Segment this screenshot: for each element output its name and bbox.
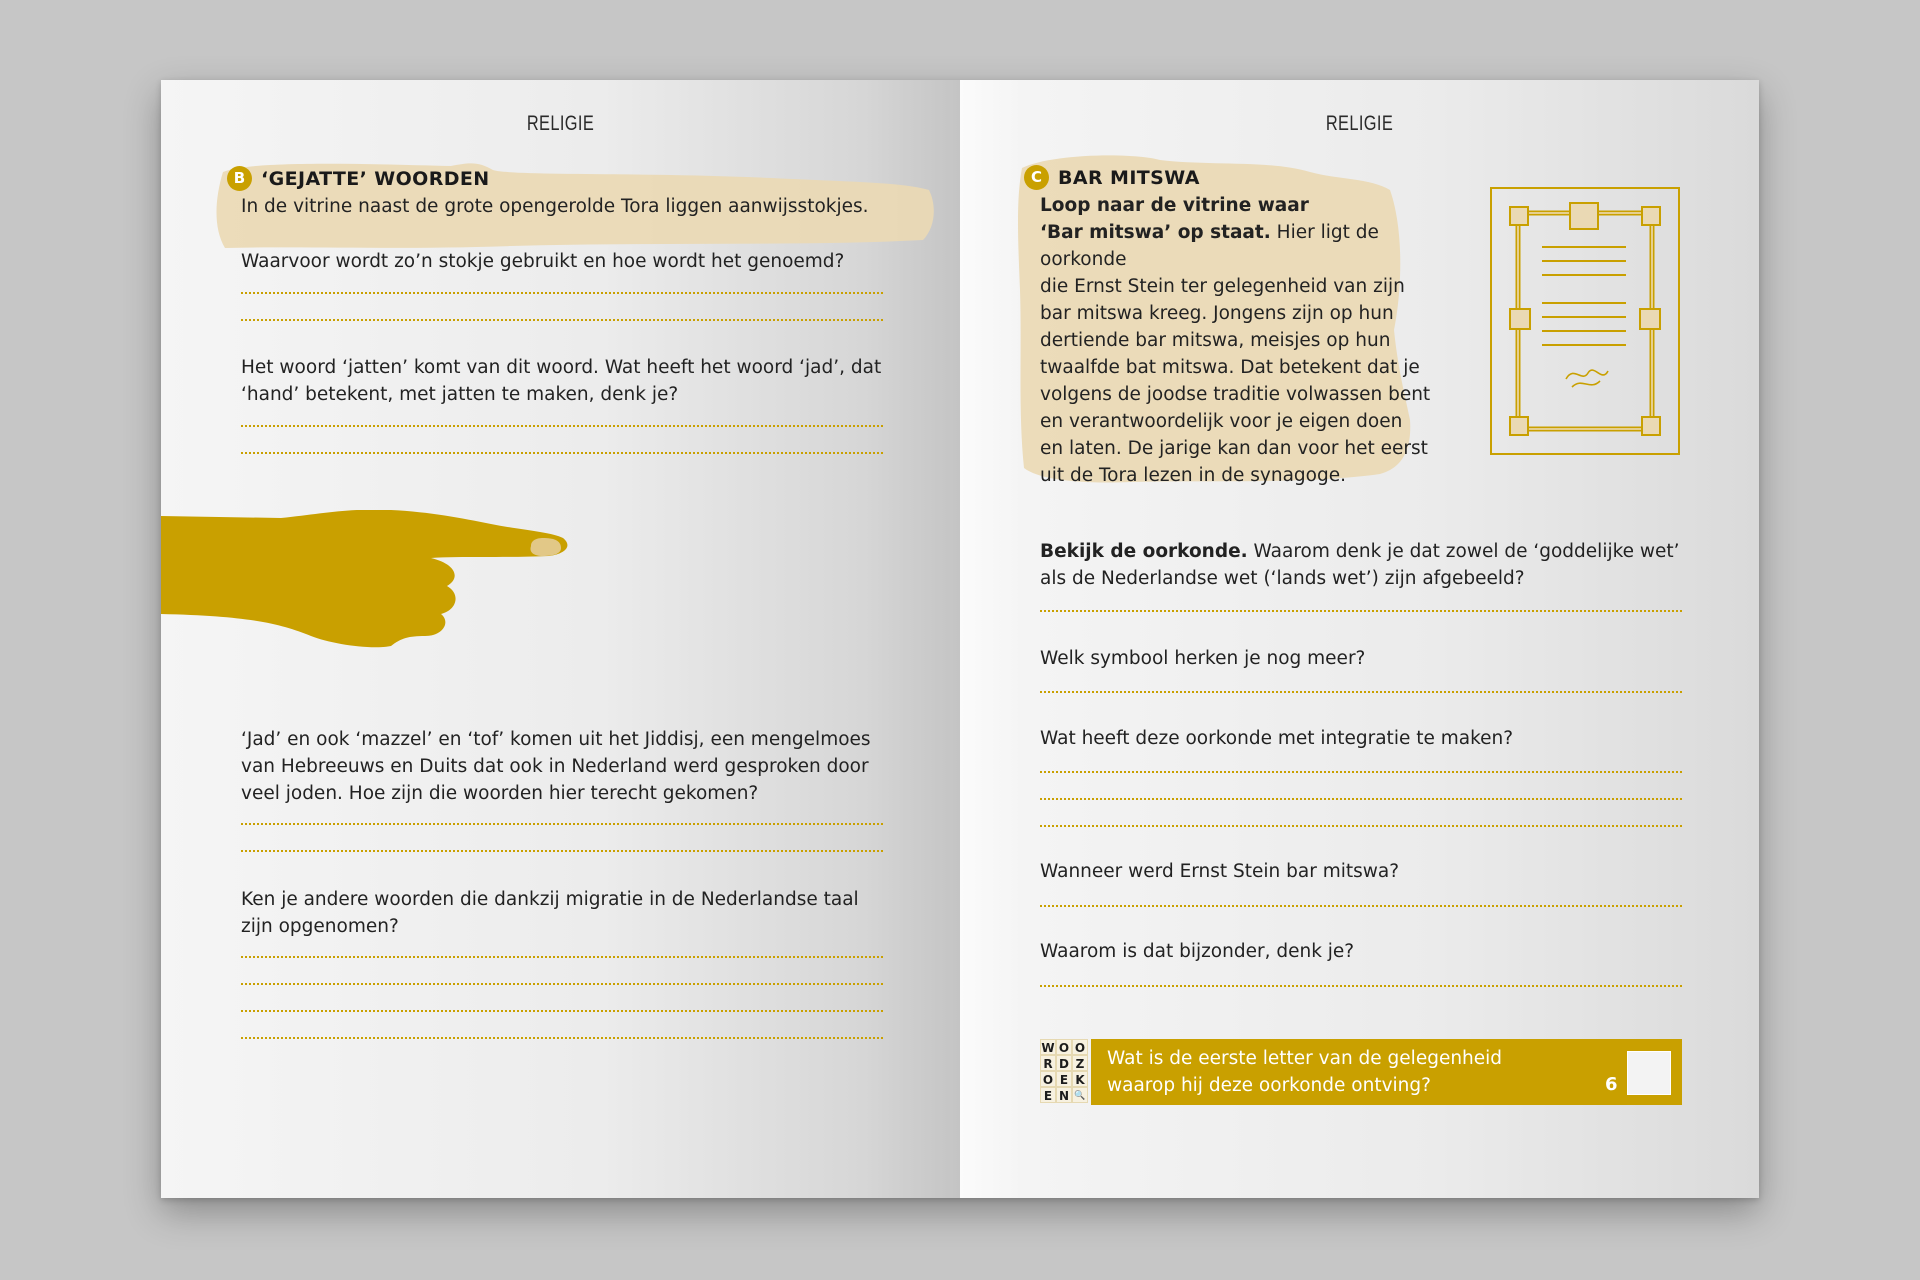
answer-line[interactable] [1040,985,1682,987]
pointing-hand-icon [161,510,601,650]
question-text: Ken je andere woorden die dankzij migratie in de Nederlandse taal zijn opgenomen? [241,889,859,937]
answer-line[interactable] [241,1037,883,1039]
section-c-title: BAR MITSWA [1058,167,1200,189]
question-text: Het woord ‘jatten’ komt van dit woord. Wat heeft het woord ‘jad’, dat ‘hand’ betekent, met jatten te maken, denk je? [241,357,882,405]
answer-line[interactable] [1040,691,1682,693]
section-b-title: ‘GEJATTE’ WOORDEN [261,168,490,190]
letter-answer-box[interactable] [1627,1051,1671,1095]
question-text: Waarom is dat bijzonder, denk je? [1040,941,1355,962]
booklet-spread [161,80,1759,1198]
answer-line[interactable] [1040,825,1682,827]
answer-line[interactable] [241,319,883,321]
running-head-right: RELIGIE [1325,112,1394,135]
answer-line[interactable] [241,425,883,427]
answer-line[interactable] [241,850,883,852]
section-b-badge: B [227,166,252,191]
section-c-badge: C [1024,165,1049,190]
certificate-icon [1490,187,1680,455]
question-text: ‘Jad’ en ook ‘mazzel’ en ‘tof’ komen uit het Jiddisj, een mengelmoes van Hebreeuws en Duits dat ook in Nederland werd gesproken door veel joden. Hoe zijn die woorden hier terecht gekomen? [241,729,871,804]
question-text: Bekijk de oorkonde. Waarom denk je dat zowel de ‘goddelijke wet’ als de Nederlandse wet (‘lands wet’) zijn afgebeeld? [1040,541,1680,589]
section-b-intro: In de vitrine naast de grote opengerolde Tora liggen aanwijsstokjes. [241,196,869,217]
magnifier-icon: 🔍 [1072,1087,1088,1103]
answer-line[interactable] [241,983,883,985]
answer-line[interactable] [1040,905,1682,907]
left-page [161,80,960,1198]
answer-line[interactable] [1040,610,1682,612]
wordsearch-question: Wat is de eerste letter van de gelegenheid waarop hij deze oorkonde ontving? [1107,1048,1503,1096]
answer-line[interactable] [241,956,883,958]
answer-line[interactable] [241,452,883,454]
wordsearch-banner [1091,1039,1682,1105]
answer-line[interactable] [241,292,883,294]
running-head-left: RELIGIE [526,112,595,135]
question-text: Wat heeft deze oorkonde met integratie te maken? [1040,728,1514,749]
section-c-intro: Loop naar de vitrine waar ‘Bar mitswa’ op staat. Hier ligt de oorkonde die Ernst Stein ter gelegenheid van zijn bar mitswa kreeg. Jongens zijn op hun dertiende bar mitswa, meisjes op hun twaalfde bat mitswa. Dat betekent dat je volgens de joodse traditie volwassen bent en verantwoordelijk voor je eigen doen en laten. De jarige kan dan voor het eerst uit de Tora lezen in de synagoge. [1040,195,1431,486]
question-text: Waarvoor wordt zo’n stokje gebruikt en hoe wordt het genoemd? [241,251,845,272]
question-text: Wanneer werd Ernst Stein bar mitswa? [1040,861,1400,882]
question-text: Welk symbool herken je nog meer? [1040,648,1366,669]
answer-line[interactable] [1040,798,1682,800]
answer-line[interactable] [1040,771,1682,773]
wordsearch-logo: W O O R D Z O E K E N 🔍 [1040,1039,1088,1103]
wordsearch-number: 6 [1605,1074,1618,1095]
right-page [960,80,1759,1198]
answer-line[interactable] [241,1010,883,1012]
answer-line[interactable] [241,823,883,825]
